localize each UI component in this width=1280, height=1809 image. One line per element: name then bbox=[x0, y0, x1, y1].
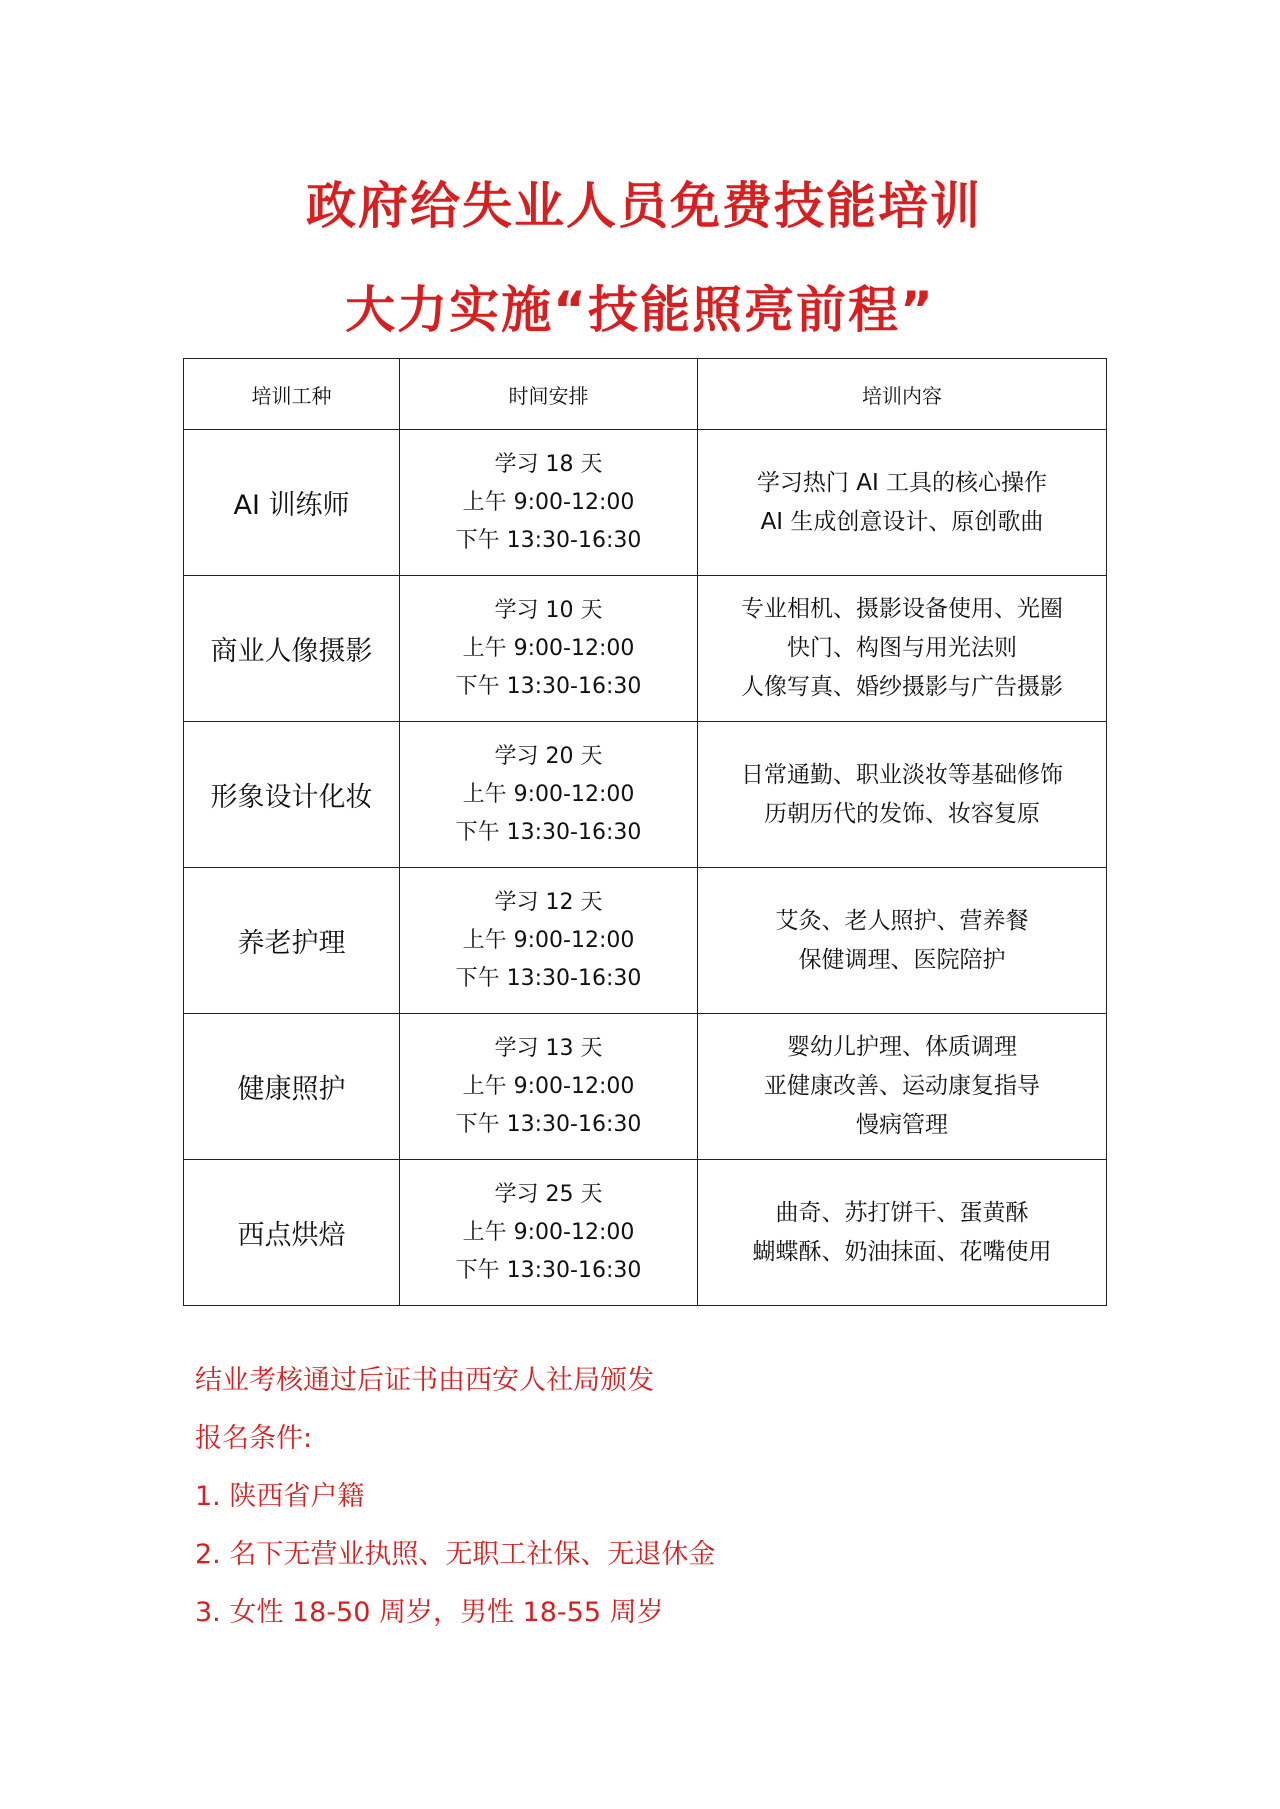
morning-hours: 上午 9:00-12:00 bbox=[462, 781, 635, 807]
page-title: 政府给失业人员免费技能培训 bbox=[306, 177, 982, 235]
content-line: 快门、构图与用光法则 bbox=[787, 635, 1017, 661]
trade-name: 西点烘焙 bbox=[237, 1220, 346, 1251]
time-cell bbox=[400, 430, 698, 576]
table-row bbox=[184, 868, 1107, 1014]
trade-cell bbox=[184, 576, 400, 722]
requirements-title: 报名条件: bbox=[195, 1423, 313, 1454]
requirement-item: 1. 陕西省户籍 bbox=[195, 1481, 365, 1512]
table-row bbox=[184, 430, 1107, 576]
study-days: 学习 12 天 bbox=[494, 889, 603, 915]
study-days: 学习 20 天 bbox=[494, 743, 603, 769]
trade-name: AI 训练师 bbox=[233, 490, 350, 521]
study-days: 学习 25 天 bbox=[494, 1181, 603, 1207]
trade-cell bbox=[184, 722, 400, 868]
afternoon-hours: 下午 13:30-16:30 bbox=[455, 819, 642, 845]
time-cell bbox=[400, 1014, 698, 1160]
morning-hours: 上午 9:00-12:00 bbox=[462, 1073, 635, 1099]
study-days: 学习 18 天 bbox=[494, 451, 603, 477]
content-cell bbox=[698, 430, 1107, 576]
content-cell bbox=[698, 722, 1107, 868]
trade-cell bbox=[184, 868, 400, 1014]
trade-name: 健康照护 bbox=[237, 1074, 346, 1105]
morning-hours: 上午 9:00-12:00 bbox=[462, 635, 635, 661]
content-cell bbox=[698, 1014, 1107, 1160]
content-line: 保健调理、医院陪护 bbox=[798, 946, 1006, 973]
morning-hours: 上午 9:00-12:00 bbox=[462, 1219, 635, 1245]
content-line: 艾灸、老人照护、营养餐 bbox=[775, 907, 1029, 934]
content-line: 曲奇、苏打饼干、蛋黄酥 bbox=[775, 1199, 1029, 1226]
afternoon-hours: 下午 13:30-16:30 bbox=[455, 1257, 642, 1283]
trade-name: 养老护理 bbox=[237, 928, 346, 959]
training-schedule-table bbox=[183, 358, 1107, 1306]
afternoon-hours: 下午 13:30-16:30 bbox=[455, 965, 642, 991]
content-line: 慢病管理 bbox=[856, 1112, 948, 1138]
header-trade: 培训工种 bbox=[184, 359, 400, 430]
certificate-note: 结业考核通过后证书由西安人社局颁发 bbox=[195, 1365, 654, 1396]
afternoon-hours: 下午 13:30-16:30 bbox=[455, 527, 642, 553]
content-line: 蝴蝶酥、奶油抹面、花嘴使用 bbox=[752, 1238, 1052, 1265]
table-header-row bbox=[184, 359, 1107, 430]
content-line: 日常通勤、职业淡妆等基础修饰 bbox=[741, 761, 1063, 788]
header-time: 时间安排 bbox=[400, 359, 698, 430]
morning-hours: 上午 9:00-12:00 bbox=[462, 489, 635, 515]
table-row bbox=[184, 1160, 1107, 1306]
table-row bbox=[184, 722, 1107, 868]
content-line: 亚健康改善、运动康复指导 bbox=[764, 1073, 1040, 1099]
time-cell bbox=[400, 576, 698, 722]
afternoon-hours: 下午 13:30-16:30 bbox=[455, 1111, 642, 1137]
trade-name: 形象设计化妆 bbox=[210, 782, 373, 813]
study-days: 学习 10 天 bbox=[494, 597, 603, 623]
content-line: AI 生成创意设计、原创歌曲 bbox=[760, 508, 1044, 535]
content-line: 历朝历代的发饰、妆容复原 bbox=[764, 800, 1040, 827]
trade-cell bbox=[184, 430, 400, 576]
notes-section bbox=[195, 1352, 1095, 1642]
table-row bbox=[184, 576, 1107, 722]
study-days: 学习 13 天 bbox=[494, 1035, 603, 1061]
requirement-item: 2. 名下无营业执照、无职工社保、无退休金 bbox=[195, 1539, 716, 1570]
time-cell bbox=[400, 868, 698, 1014]
content-line: 专业相机、摄影设备使用、光圈 bbox=[741, 596, 1063, 622]
content-line: 婴幼儿护理、体质调理 bbox=[787, 1034, 1017, 1060]
time-cell bbox=[400, 1160, 698, 1306]
trade-cell bbox=[184, 1014, 400, 1160]
content-cell bbox=[698, 868, 1107, 1014]
page-subtitle: 大力实施“技能照亮前程” bbox=[345, 281, 935, 339]
requirement-item: 3. 女性 18-50 周岁，男性 18-55 周岁 bbox=[195, 1597, 664, 1628]
time-cell bbox=[400, 722, 698, 868]
content-line: 人像写真、婚纱摄影与广告摄影 bbox=[741, 674, 1063, 700]
content-cell bbox=[698, 576, 1107, 722]
morning-hours: 上午 9:00-12:00 bbox=[462, 927, 635, 953]
afternoon-hours: 下午 13:30-16:30 bbox=[455, 673, 642, 699]
trade-cell bbox=[184, 1160, 400, 1306]
table-row bbox=[184, 1014, 1107, 1160]
trade-name: 商业人像摄影 bbox=[210, 636, 373, 667]
content-line: 学习热门 AI 工具的核心操作 bbox=[756, 469, 1048, 496]
header-content: 培训内容 bbox=[698, 359, 1107, 430]
content-cell bbox=[698, 1160, 1107, 1306]
